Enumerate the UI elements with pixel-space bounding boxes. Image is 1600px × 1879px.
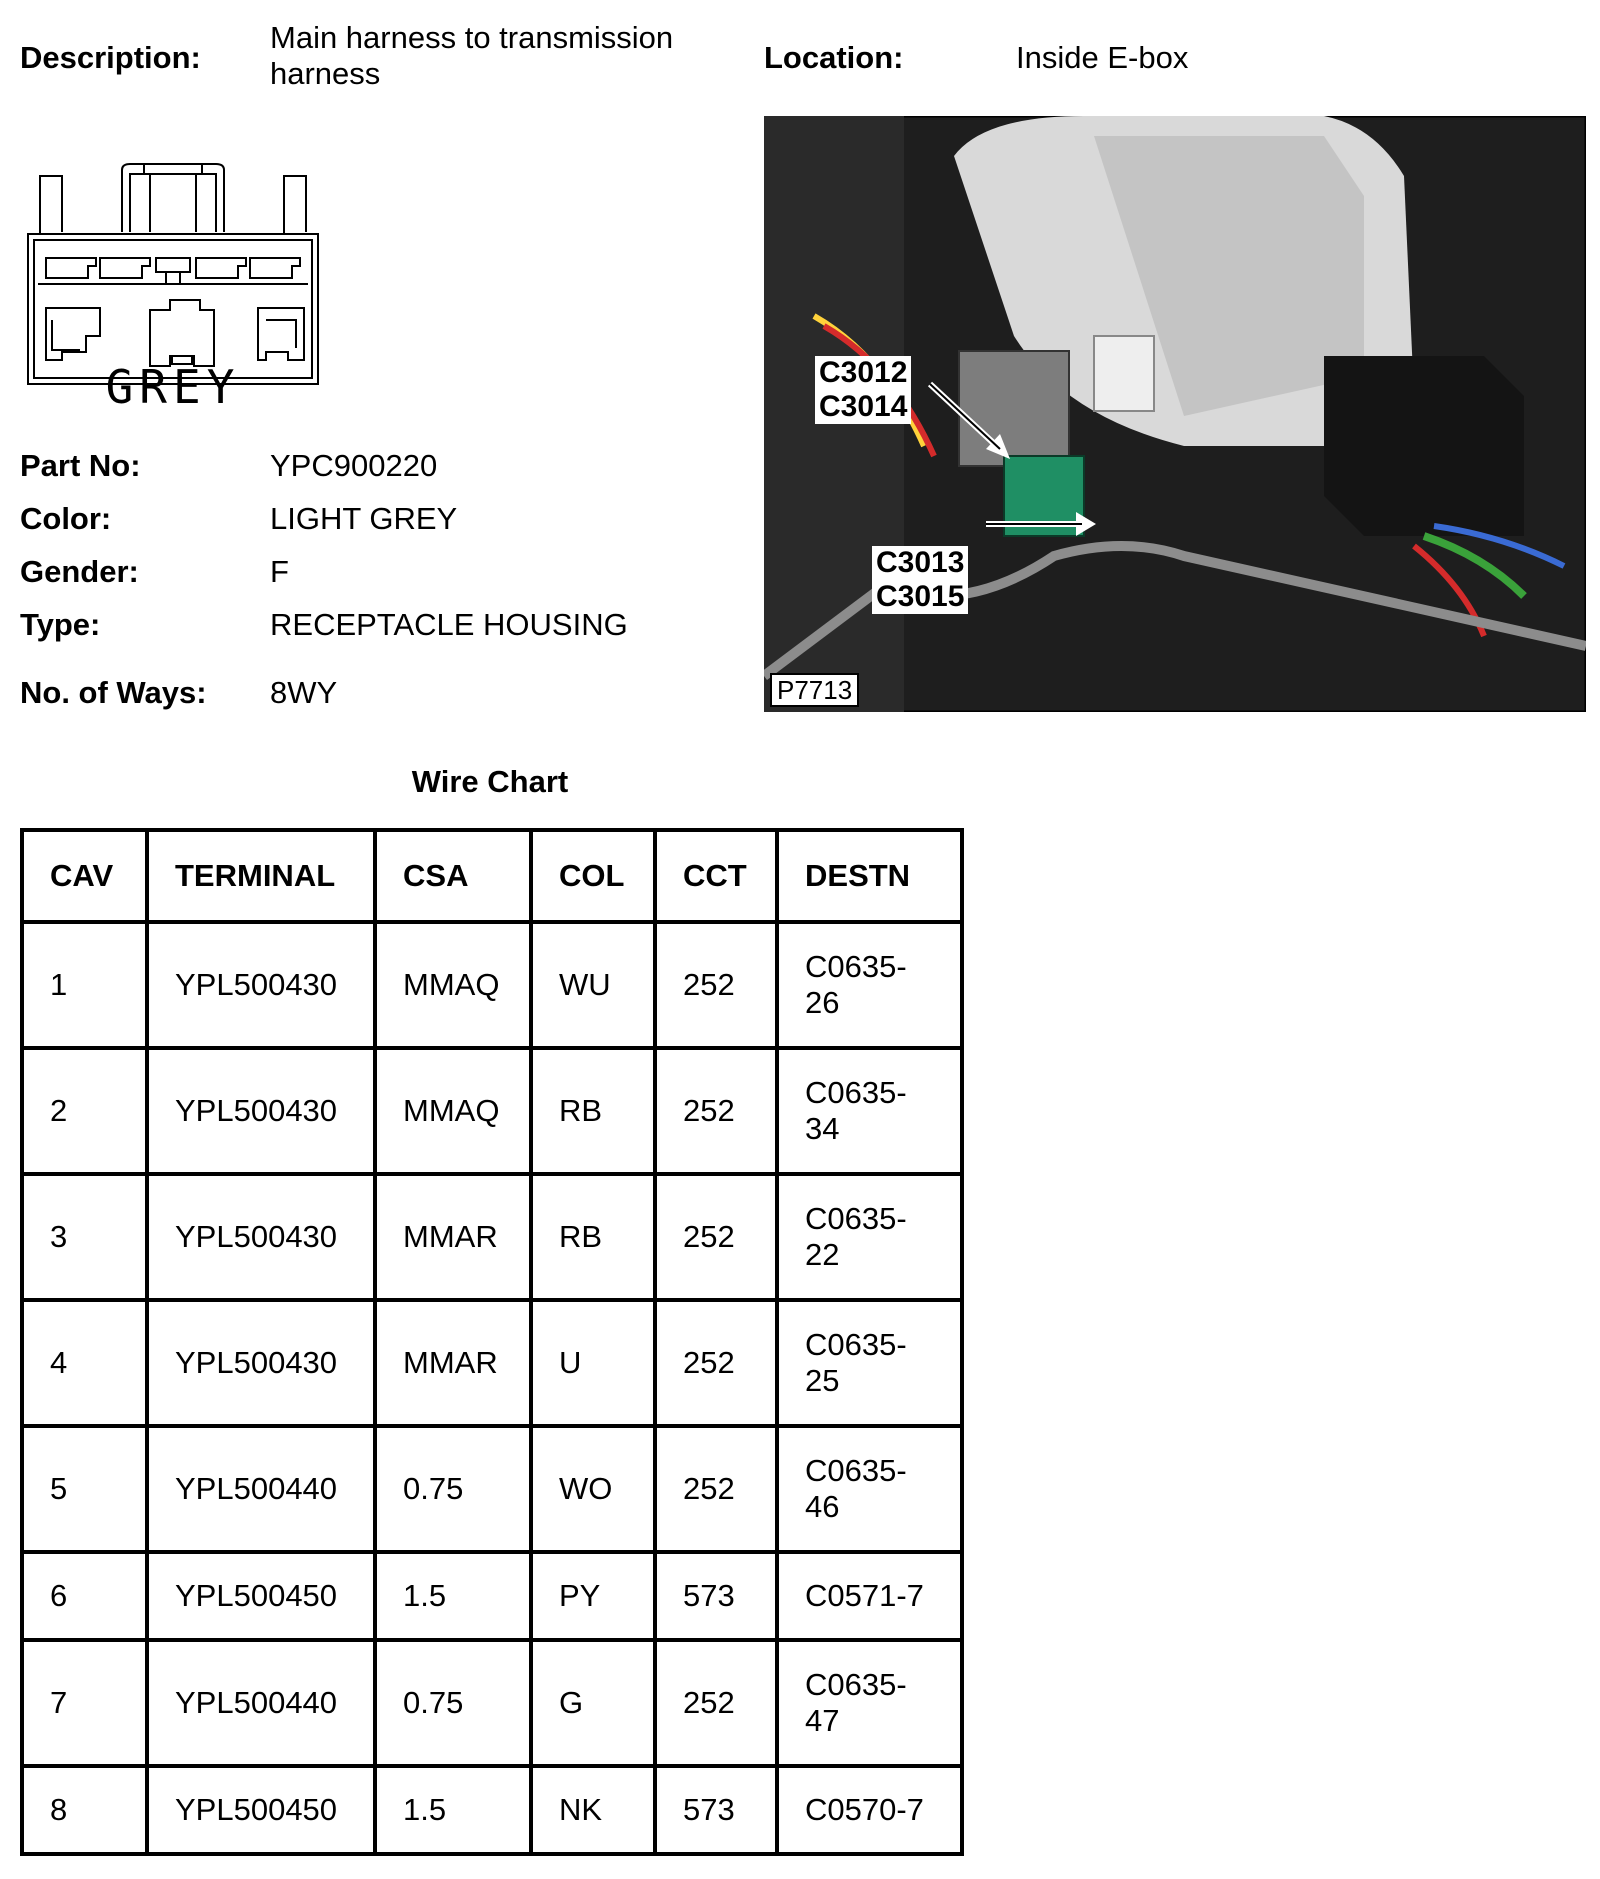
location-value: Inside E-box <box>1016 40 1189 75</box>
color-value: LIGHT GREY <box>270 501 458 536</box>
callout-c3014: C3014 <box>819 390 908 423</box>
header-destn: DESTN <box>777 830 962 922</box>
cell-terminal: YPL500430 <box>147 922 375 1048</box>
callout-c3012: C3012 <box>819 356 908 389</box>
table-row <box>22 1300 962 1426</box>
cell-cav: 1 <box>22 922 147 1048</box>
cell-csa: MMAQ <box>375 1048 531 1174</box>
cell-destn <box>777 1766 962 1854</box>
photo-id-label: P7713 <box>770 673 859 707</box>
cell-cct: 252 <box>655 922 777 1048</box>
cell-col: WU <box>531 922 655 1048</box>
cell-destn <box>777 1300 962 1426</box>
cell-cav: 8 <box>22 1766 147 1854</box>
destn-line-1: C0635- <box>805 1201 907 1236</box>
cell-col: NK <box>531 1766 655 1854</box>
header-csa: CSA <box>375 830 531 922</box>
destn-line-2: 25 <box>805 1363 840 1398</box>
cell-csa: MMAQ <box>375 922 531 1048</box>
cell-terminal: YPL500430 <box>147 1300 375 1426</box>
location-label: Location: <box>764 40 904 75</box>
table-row <box>22 1640 962 1766</box>
cell-destn <box>777 1426 962 1552</box>
cell-cav: 4 <box>22 1300 147 1426</box>
cell-csa: 0.75 <box>375 1640 531 1766</box>
gender-label: Gender: <box>20 554 139 589</box>
callout-c3013: C3013 <box>876 546 965 579</box>
destn-line-2: 22 <box>805 1237 840 1272</box>
description-line-2: harness <box>270 56 381 91</box>
header-col: COL <box>531 830 655 922</box>
header-terminal: TERMINAL <box>147 830 375 922</box>
destn-line-1: C0635- <box>805 1453 907 1488</box>
cell-cav: 3 <box>22 1174 147 1300</box>
ways-value: 8WY <box>270 675 338 710</box>
cell-cct: 252 <box>655 1174 777 1300</box>
cell-csa: 1.5 <box>375 1552 531 1640</box>
description-line-1: Main harness to transmission <box>270 20 674 55</box>
cell-terminal: YPL500450 <box>147 1552 375 1640</box>
destn-line-2: 26 <box>805 985 840 1020</box>
cell-cav: 2 <box>22 1048 147 1174</box>
cell-terminal: YPL500430 <box>147 1174 375 1300</box>
cell-cav: 7 <box>22 1640 147 1766</box>
cell-col: PY <box>531 1552 655 1640</box>
cell-cct: 252 <box>655 1300 777 1426</box>
cell-csa: 1.5 <box>375 1766 531 1854</box>
cell-cct: 252 <box>655 1048 777 1174</box>
destn-line-1: C0635- <box>805 1667 907 1702</box>
cell-col: RB <box>531 1048 655 1174</box>
header-cav: CAV <box>22 830 147 922</box>
type-label: Type: <box>20 607 101 642</box>
part-no-label: Part No: <box>20 448 141 483</box>
destn-line-2: 34 <box>805 1111 840 1146</box>
header-cct: CCT <box>655 830 777 922</box>
connector-color-caption: GREY <box>105 360 241 414</box>
cell-cav: 5 <box>22 1426 147 1552</box>
cell-destn <box>777 1552 962 1640</box>
destn-line-1: C0635- <box>805 1327 907 1362</box>
cell-csa: MMAR <box>375 1174 531 1300</box>
wire-chart-title: Wire Chart <box>411 764 569 799</box>
wire-chart-table <box>20 828 964 1856</box>
description-label: Description: <box>20 40 201 75</box>
cell-cav: 6 <box>22 1552 147 1640</box>
cell-cct: 573 <box>655 1766 777 1854</box>
gender-value: F <box>270 554 289 589</box>
description-value <box>270 20 673 92</box>
destn-line-1: C0635- <box>805 949 907 984</box>
table-row <box>22 1048 962 1174</box>
cell-terminal: YPL500440 <box>147 1426 375 1552</box>
cell-col: WO <box>531 1426 655 1552</box>
destn-line-2: 46 <box>805 1489 840 1524</box>
cell-destn <box>777 1640 962 1766</box>
cell-terminal: YPL500430 <box>147 1048 375 1174</box>
cell-terminal: YPL500440 <box>147 1640 375 1766</box>
callout-c3015: C3015 <box>876 580 965 613</box>
cell-destn <box>777 1048 962 1174</box>
table-row <box>22 922 962 1048</box>
ways-label: No. of Ways: <box>20 675 207 710</box>
cell-col: G <box>531 1640 655 1766</box>
cell-col: U <box>531 1300 655 1426</box>
cell-terminal: YPL500450 <box>147 1766 375 1854</box>
cell-cct: 252 <box>655 1640 777 1766</box>
destn-line-1: C0571-7 <box>805 1578 924 1613</box>
cell-col: RB <box>531 1174 655 1300</box>
cell-csa: MMAR <box>375 1300 531 1426</box>
table-row <box>22 1174 962 1300</box>
photo-callout-bottom <box>872 546 968 614</box>
table-row <box>22 1426 962 1552</box>
cell-cct: 573 <box>655 1552 777 1640</box>
cell-destn <box>777 1174 962 1300</box>
destn-line-2: 47 <box>805 1703 840 1738</box>
color-label: Color: <box>20 501 112 536</box>
type-value: RECEPTACLE HOUSING <box>270 607 628 642</box>
part-no-value: YPC900220 <box>270 448 438 483</box>
cell-cct: 252 <box>655 1426 777 1552</box>
cell-destn <box>777 922 962 1048</box>
cell-csa: 0.75 <box>375 1426 531 1552</box>
destn-line-1: C0635- <box>805 1075 907 1110</box>
table-row <box>22 1552 962 1640</box>
photo-callout-top <box>815 356 911 424</box>
table-header-row <box>22 830 962 922</box>
table-row <box>22 1766 962 1854</box>
destn-line-1: C0570-7 <box>805 1792 924 1827</box>
